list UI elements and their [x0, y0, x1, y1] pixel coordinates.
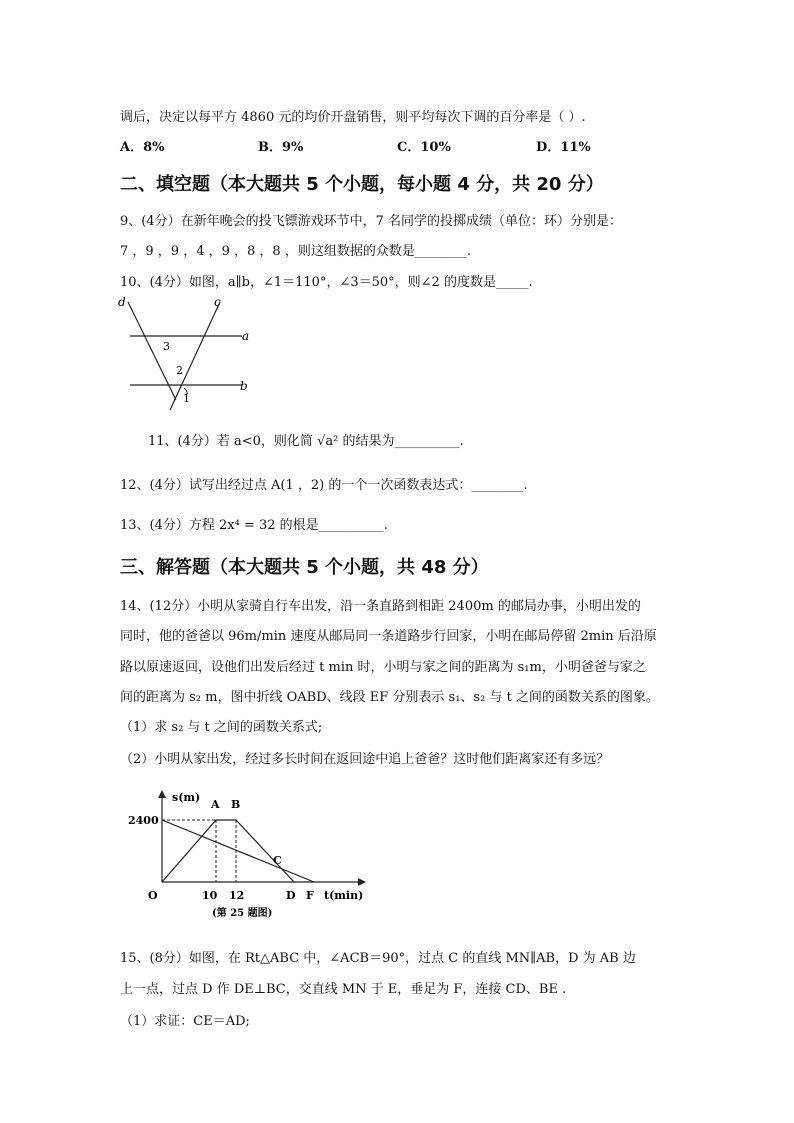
graph-caption: (第 25 题图) [212, 908, 273, 919]
q10-text: 10、(4分）如图，a∥b，∠1＝110°，∠3＝50°，则∠2 的度数是_____. [120, 275, 533, 290]
q8-text: 调后，决定以每平方 4860 元的均价开盘销售，则平均每次下调的百分率是（ ）. [120, 110, 586, 125]
q9-line-2: 7 ，9 ，9 ，4 ，9 ，8 ，8 ，则这组数据的众数是________. [120, 244, 471, 259]
graph-xlabel: t(min) [324, 889, 364, 902]
q14-line-4: 间的距离为 s₂ m，图中折线 OABD、线段 EF 分别表示 s₁、s₂ 与 t 之间的函数关系的图象。 [120, 690, 659, 705]
q11-text: 11、(4分）若 a<0，则化简 √a² 的结果为__________. [148, 434, 464, 449]
q9-line-1: 9、(4分）在新年晚会的投飞镖游戏环节中，7 名同学的投掷成绩（单位：环）分别是： [120, 214, 623, 229]
q8-option-b: B．9% [258, 140, 304, 155]
graph-point-c: C [273, 854, 282, 867]
q15-line-1: 15、(8分）如图，在 Rt△ABC 中，∠ACB＝90°，过点 C 的直线 MN∥AB，D 为 AB 边 [120, 951, 636, 966]
angle-3-label: 3 [163, 340, 170, 353]
label-d: d [118, 295, 126, 309]
angle-2-label: 2 [176, 364, 183, 377]
label-b: b [240, 379, 248, 393]
label-a: a [242, 329, 250, 343]
graph-point-d: D [286, 889, 296, 902]
graph-y-2400: 2400 [128, 814, 159, 827]
label-c: c [214, 295, 221, 309]
q15-sub-1: （1）求证：CE＝AD; [120, 1014, 250, 1029]
q8-option-a: A．8% [120, 140, 165, 155]
section-3-title: 三、解答题（本大题共 5 个小题，共 48 分） [120, 557, 489, 578]
graph-x-12: 12 [229, 889, 245, 902]
graph-point-f: F [306, 889, 314, 902]
graph-ylabel: s(m) [172, 791, 201, 804]
q10-figure [112, 292, 262, 412]
q14-line-1: 14、(12分）小明从家骑自行车出发，沿一条直路到相距 2400m 的邮局办事，小明出发的 [120, 599, 641, 614]
q14-line-2: 同时，他的爸爸以 96m/min 速度从邮局同一条道路步行回家，小明在邮局停留 2min 后沿原 [120, 629, 657, 644]
graph-origin: O [148, 889, 158, 902]
angle-1-label: 1 [183, 392, 190, 405]
graph-x-10: 10 [202, 889, 218, 902]
q8-option-d: D．11% [536, 140, 591, 155]
q14-graph [122, 786, 372, 926]
q15-line-2: 上一点，过点 D 作 DE⊥BC，交直线 MN 于 E，垂足为 F，连接 CD、BE . [120, 982, 567, 997]
q14-sub-2: （2）小明从家出发，经过多长时间在返回途中追上爸爸？这时他们距离家还有多远？ [120, 752, 610, 767]
q14-line-3: 路以原速返回，设他们出发后经过 t min 时，小明与家之间的距离为 s₁m，小明爸爸与家之 [120, 660, 646, 675]
q12-text: 12、(4分）试写出经过点 A(1 ，2) 的一个一次函数表达式：________. [120, 478, 528, 493]
graph-point-b: B [231, 798, 241, 811]
section-2-title: 二、填空题（本大题共 5 个小题，每小题 4 分，共 20 分） [120, 174, 604, 195]
graph-point-a: A [211, 798, 220, 811]
q8-option-c: C．10% [397, 140, 451, 155]
q13-text: 13、(4分）方程 2x⁴ = 32 的根是__________. [120, 518, 388, 533]
q14-sub-1: （1）求 s₂ 与 t 之间的函数关系式; [120, 720, 323, 735]
